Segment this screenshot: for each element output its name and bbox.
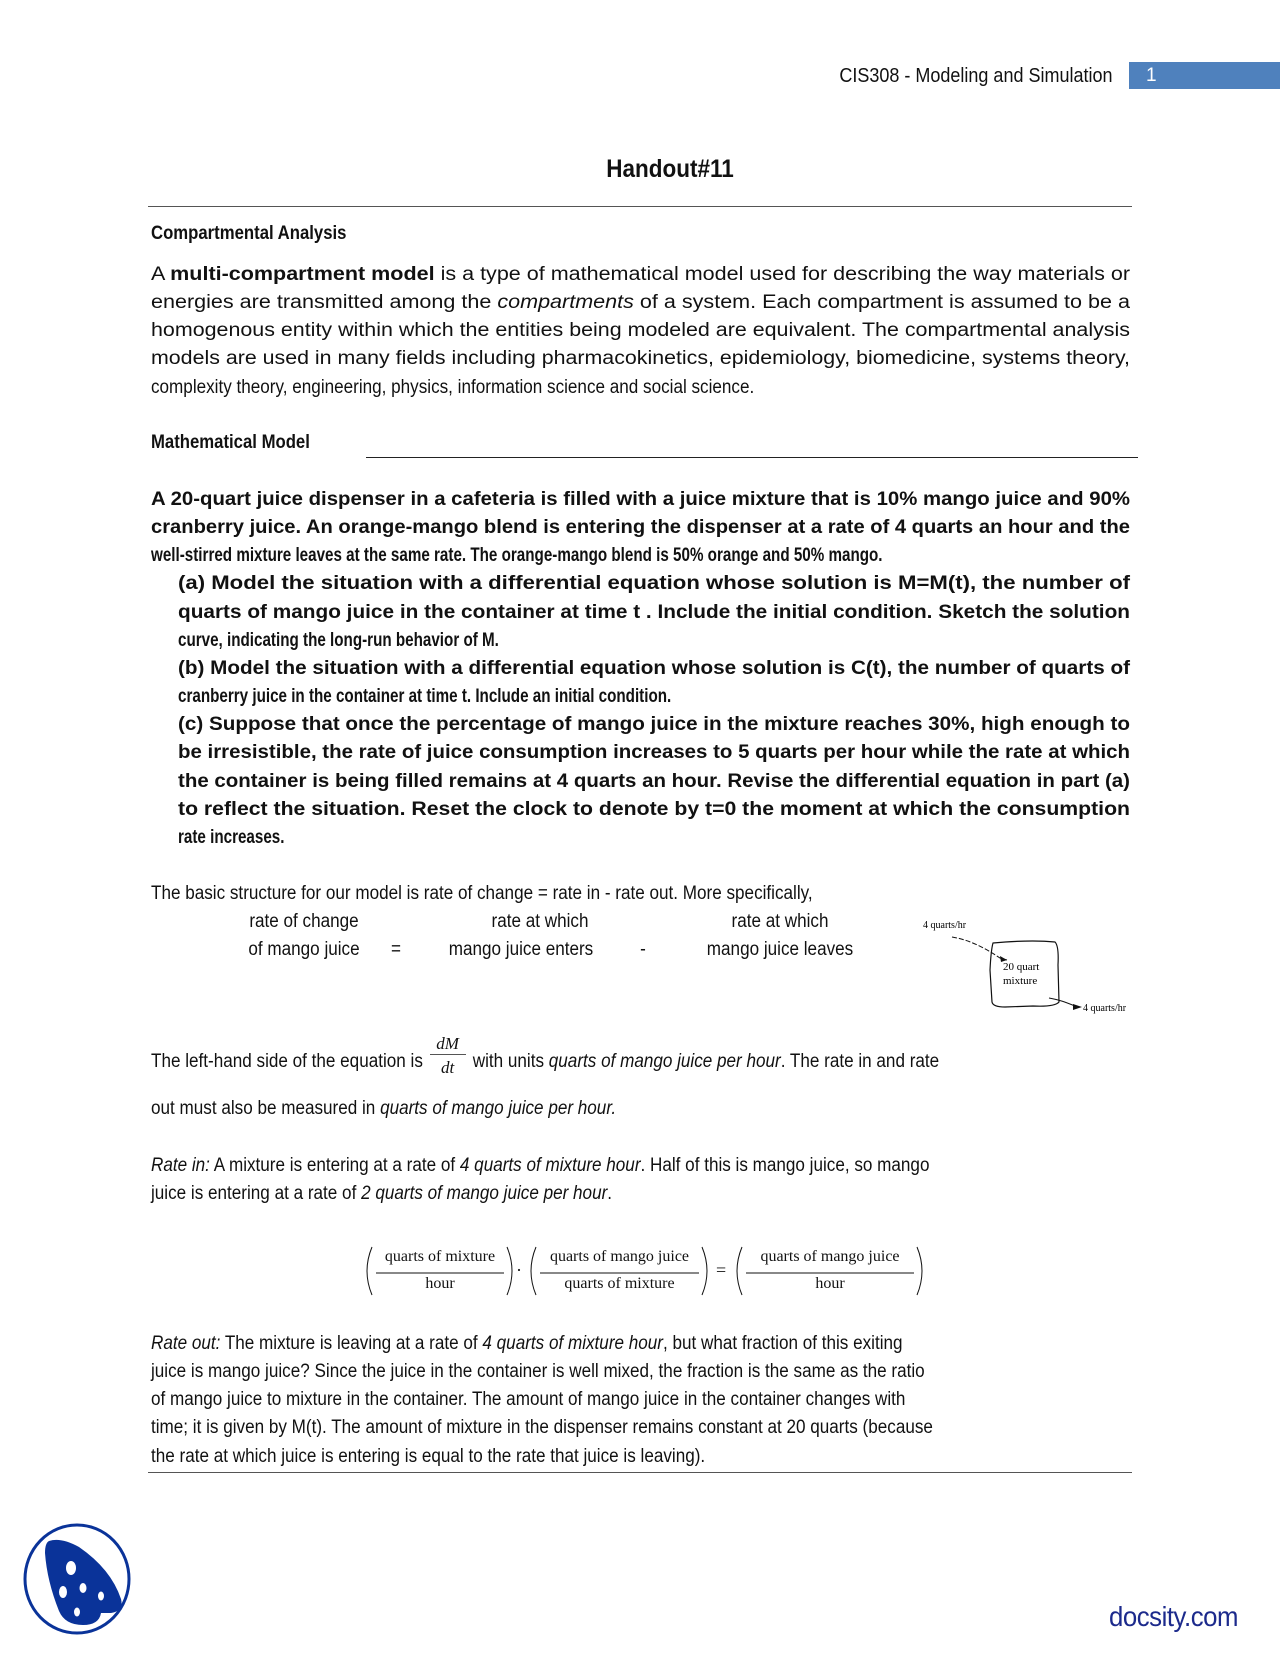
problem-line — [178, 683, 795, 711]
text-run: cranberry juice in the container at time t. Include an initial condition. — [178, 686, 672, 708]
text: quarts of mango juice per hour — [548, 1051, 781, 1072]
heading-text: Mathematical Model — [151, 432, 310, 453]
equals-operator: = — [716, 1260, 727, 1280]
rate-out-line — [151, 1414, 1020, 1442]
f1-denominator: hour — [425, 1275, 455, 1292]
problem-line — [178, 711, 1130, 739]
f3-numerator: quarts of mango juice — [760, 1248, 900, 1265]
f2-numerator: quarts of mango juice — [549, 1248, 690, 1265]
problem-line — [151, 486, 1130, 514]
text-run: (a) Model the situation with a differential equation whose solution is M=M(t), the number of — [178, 573, 1130, 595]
text-run: complexity theory, engineering, physics, information science and social science. — [151, 376, 755, 398]
rate-out-line — [151, 1386, 989, 1414]
text-run: juice is entering at a rate of — [151, 1183, 362, 1205]
word-eq-rin-1: rate at which — [491, 911, 589, 932]
section-heading-compartmental — [151, 220, 373, 248]
text: The left-hand side of the equation is — [151, 1051, 428, 1072]
problem-line — [178, 824, 311, 852]
word-eq-rin-2: mango juice enters — [448, 939, 594, 960]
heading-rule — [366, 457, 1138, 458]
text-run: . Half of this is mango juice, so mango — [640, 1155, 930, 1176]
text-run: (b) Model the situation with a differential equation whose solution is C(t), the number of quarts of — [178, 657, 1130, 679]
dm-dt-fraction — [430, 1034, 466, 1078]
box-label-2: mixture — [1003, 975, 1038, 987]
text-run: A — [151, 264, 171, 285]
text-run: models are used in many fields including pharmacokinetics, epidemiology, biomedicine, systems theory, — [151, 348, 1130, 370]
title-divider — [148, 206, 1132, 207]
text-run: quarts of mango juice in the container at time t . Include the initial condition. Sketch the solution — [178, 601, 1130, 623]
compartment-box — [990, 941, 1059, 1007]
text-run: homogenous entity within which the entities being modeled are equivalent. The compartmental analysis — [151, 320, 1130, 342]
rate-out-line — [151, 1358, 1011, 1386]
text-run: of a system. Each compartment is assumed to be a — [633, 292, 1130, 314]
fraction-denominator: dt — [441, 1058, 455, 1077]
problem-line — [178, 739, 1130, 767]
word-eq-rout-1: rate at which — [731, 911, 829, 932]
f3-denominator: hour — [815, 1275, 845, 1292]
f1-numerator: quarts of mixture — [384, 1248, 496, 1265]
outflow-arrowhead-icon — [1073, 1004, 1082, 1010]
text-run: the rate at which juice is entering is equal to the rate that juice is leaving). — [151, 1445, 706, 1467]
page-title: Handout#11 — [606, 155, 734, 183]
text-run: multi-compartment model — [170, 264, 435, 285]
text-run: Rate out: — [151, 1333, 221, 1354]
structure-line — [151, 880, 886, 908]
text-run: cranberry juice. An orange-mango blend is entering the dispenser at a rate of 4 quarts an hour and the — [151, 517, 1130, 539]
inflow-arrow — [952, 937, 1007, 960]
word-eq-minus: - — [640, 939, 646, 960]
word-eq-lhs-2: of mango juice — [248, 939, 360, 960]
text-run: energies are transmitted among the — [151, 292, 498, 314]
problem-line — [178, 796, 1130, 824]
text-run: curve, indicating the long-run behavior of M. — [178, 629, 499, 651]
header-course-title: CIS308 - Modeling and Simulation — [839, 65, 1113, 87]
text-run: the container is being filled remains at 4 quarts an hour. Revise the differential equation in part (a) — [178, 770, 1130, 792]
problem-line — [178, 570, 1130, 598]
lhs-line-end — [468, 1048, 992, 1076]
text-run: of mango juice to mixture in the container. The amount of mango juice in the container changes with — [151, 1389, 906, 1411]
text-run: time; it is given by M(t). The amount of mixture in the dispenser remains constant at 20 quarts (because — [151, 1417, 933, 1439]
word-eq-lhs-1: rate of change — [249, 911, 359, 932]
text-run: The basic structure for our model is rate of change = rate in - rate out. More specifically, — [151, 883, 813, 904]
text-run: be irresistible, the rate of juice consumption increases to 5 quarts per hour while the rate at which — [178, 742, 1130, 764]
paragraph-line — [151, 374, 821, 402]
compartment-diagram — [915, 910, 1145, 1020]
f2-denominator: quarts of mixture — [564, 1275, 675, 1292]
box-label-1: 20 quart — [1003, 961, 1040, 973]
bottom-divider — [148, 1472, 1132, 1473]
rate-out-line — [151, 1330, 986, 1358]
text: . The rate in and rate — [780, 1051, 939, 1072]
inflow-label: 4 quarts/hr — [923, 920, 967, 931]
lhs-line-2 — [151, 1095, 668, 1123]
heading-text: Compartmental Analysis — [151, 223, 347, 244]
problem-line — [178, 599, 1130, 627]
paragraph-line — [151, 345, 1130, 373]
text-run: , but what fraction of this exiting — [663, 1333, 903, 1354]
outflow-label: 4 quarts/hr — [1083, 1003, 1127, 1014]
text-run: compartments — [497, 292, 634, 314]
rate-in-line — [151, 1152, 1016, 1180]
text-run: (c) Suppose that once the percentage of mango juice in the mixture reaches 30%, high enough to — [178, 714, 1130, 736]
text-run: 4 quarts of mixture hour — [482, 1333, 664, 1354]
rate-out-line — [151, 1443, 767, 1471]
lhs-line-start — [151, 1048, 458, 1076]
dot-operator: · — [516, 1260, 522, 1280]
text-run: to reflect the situation. Reset the clock to denote by t=0 the moment at which the consumption — [178, 798, 1130, 820]
text-run: quarts of mango juice per hour. — [380, 1098, 617, 1119]
text-run: Rate in: — [151, 1155, 210, 1176]
text: with units — [467, 1051, 549, 1072]
units-equation — [364, 1243, 924, 1299]
text-run: A mixture is entering at a rate of — [209, 1155, 460, 1176]
problem-line — [178, 768, 1130, 796]
docsity-link[interactable]: docsity.com — [1109, 1601, 1239, 1632]
page-number: 1 — [1146, 65, 1157, 86]
problem-line — [178, 627, 579, 655]
text-run: 4 quarts of mixture hour — [459, 1155, 641, 1176]
word-eq-rout-2: mango juice leaves — [706, 939, 854, 960]
problem-line — [151, 514, 1130, 542]
paragraph-line — [151, 261, 1131, 289]
text-run: is a type of mathematical model used for describing the way materials or — [434, 264, 1131, 285]
text-run: 2 quarts of mango juice per hour — [361, 1183, 608, 1205]
text-run: . — [607, 1183, 613, 1205]
word-eq-equals: = — [391, 939, 401, 960]
fraction-numerator: dM — [430, 1034, 466, 1055]
text-run: A 20-quart juice dispenser in a cafeteria is filled with a juice mixture that is 10% mango juice and 90% — [151, 489, 1130, 510]
problem-line — [151, 542, 1065, 570]
text-run: well-stirred mixture leaves at the same rate. The orange-mango blend is 50% orange and 50% mango. — [151, 545, 883, 567]
problem-line — [178, 655, 1130, 683]
paragraph-line — [151, 289, 1130, 317]
section-heading-math-model — [151, 429, 332, 457]
text-run: out must also be measured in — [151, 1098, 381, 1119]
text-run: juice is mango juice? Since the juice in the container is well mixed, the fraction is the same as the ratio — [151, 1361, 925, 1383]
text-run: rate increases. — [178, 826, 285, 848]
docsity-logo-icon — [21, 1521, 133, 1637]
rate-in-line — [151, 1180, 663, 1208]
text-run: The mixture is leaving at a rate of — [220, 1333, 483, 1354]
page-number-badge — [1129, 62, 1280, 89]
paragraph-line — [151, 317, 1130, 345]
